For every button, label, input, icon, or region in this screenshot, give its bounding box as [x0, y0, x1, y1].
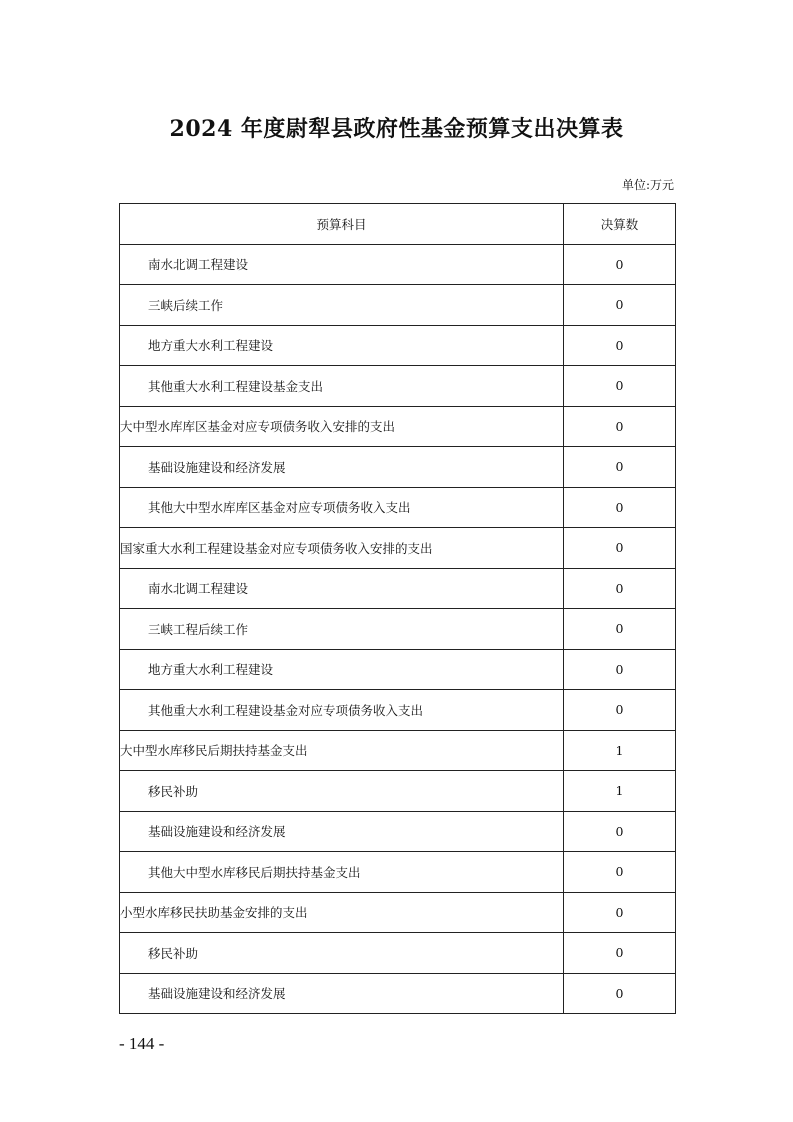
- table-row: [120, 811, 676, 852]
- row-item-label: 基础设施建设和经济发展: [120, 447, 564, 488]
- table-row: [120, 568, 676, 609]
- row-item-label: 大中型水库库区基金对应专项债务收入安排的支出: [120, 406, 564, 447]
- table-row: [120, 447, 676, 488]
- row-amount-value: 0: [564, 568, 676, 609]
- row-amount-value: 0: [564, 609, 676, 650]
- column-header-item: 预算科目: [120, 204, 564, 245]
- table-row: [120, 609, 676, 650]
- table-row: [120, 973, 676, 1014]
- row-item-label: 三峡工程后续工作: [120, 609, 564, 650]
- row-amount-value: 0: [564, 244, 676, 285]
- budget-table: [119, 203, 676, 1014]
- row-item-label: 小型水库移民扶助基金安排的支出: [120, 892, 564, 933]
- table-body: [120, 244, 676, 1014]
- row-item-label: 其他重大水利工程建设基金支出: [120, 366, 564, 407]
- row-amount-value: 0: [564, 649, 676, 690]
- row-amount-value: 1: [564, 771, 676, 812]
- table-row: [120, 852, 676, 893]
- row-item-label: 其他大中型水库库区基金对应专项债务收入支出: [120, 487, 564, 528]
- page-title: 2024 年度尉犁县政府性基金预算支出决算表: [169, 116, 624, 142]
- table-row: [120, 528, 676, 569]
- row-amount-value: 0: [564, 447, 676, 488]
- row-item-label: 移民补助: [120, 771, 564, 812]
- table-header-row: [120, 204, 676, 245]
- table-row: [120, 487, 676, 528]
- row-amount-value: 0: [564, 973, 676, 1014]
- row-item-label: 其他大中型水库移民后期扶持基金支出: [120, 852, 564, 893]
- table-row: [120, 325, 676, 366]
- unit-label: 单位:万元: [621, 178, 674, 192]
- row-item-label: 基础设施建设和经济发展: [120, 973, 564, 1014]
- row-amount-value: 0: [564, 690, 676, 731]
- row-amount-value: 0: [564, 811, 676, 852]
- row-amount-value: 0: [564, 325, 676, 366]
- row-amount-value: 0: [564, 892, 676, 933]
- row-item-label: 其他重大水利工程建设基金对应专项债务收入支出: [120, 690, 564, 731]
- row-item-label: 南水北调工程建设: [120, 244, 564, 285]
- table-row: [120, 406, 676, 447]
- row-item-label: 移民补助: [120, 933, 564, 974]
- table-row: [120, 690, 676, 731]
- row-amount-value: 0: [564, 852, 676, 893]
- table-row: [120, 244, 676, 285]
- row-amount-value: 0: [564, 933, 676, 974]
- table-row: [120, 730, 676, 771]
- page-number: - 144 -: [119, 1034, 165, 1053]
- table-row: [120, 892, 676, 933]
- table-row: [120, 366, 676, 407]
- row-amount-value: 0: [564, 366, 676, 407]
- row-item-label: 地方重大水利工程建设: [120, 325, 564, 366]
- table-row: [120, 933, 676, 974]
- row-item-label: 地方重大水利工程建设: [120, 649, 564, 690]
- row-item-label: 基础设施建设和经济发展: [120, 811, 564, 852]
- table-row: [120, 771, 676, 812]
- column-header-amount: 决算数: [564, 204, 676, 245]
- table-row: [120, 649, 676, 690]
- row-item-label: 大中型水库移民后期扶持基金支出: [120, 730, 564, 771]
- row-amount-value: 0: [564, 487, 676, 528]
- row-amount-value: 0: [564, 285, 676, 326]
- row-amount-value: 0: [564, 528, 676, 569]
- row-amount-value: 1: [564, 730, 676, 771]
- row-item-label: 国家重大水利工程建设基金对应专项债务收入安排的支出: [120, 528, 564, 569]
- row-item-label: 南水北调工程建设: [120, 568, 564, 609]
- table-row: [120, 285, 676, 326]
- row-amount-value: 0: [564, 406, 676, 447]
- row-item-label: 三峡后续工作: [120, 285, 564, 326]
